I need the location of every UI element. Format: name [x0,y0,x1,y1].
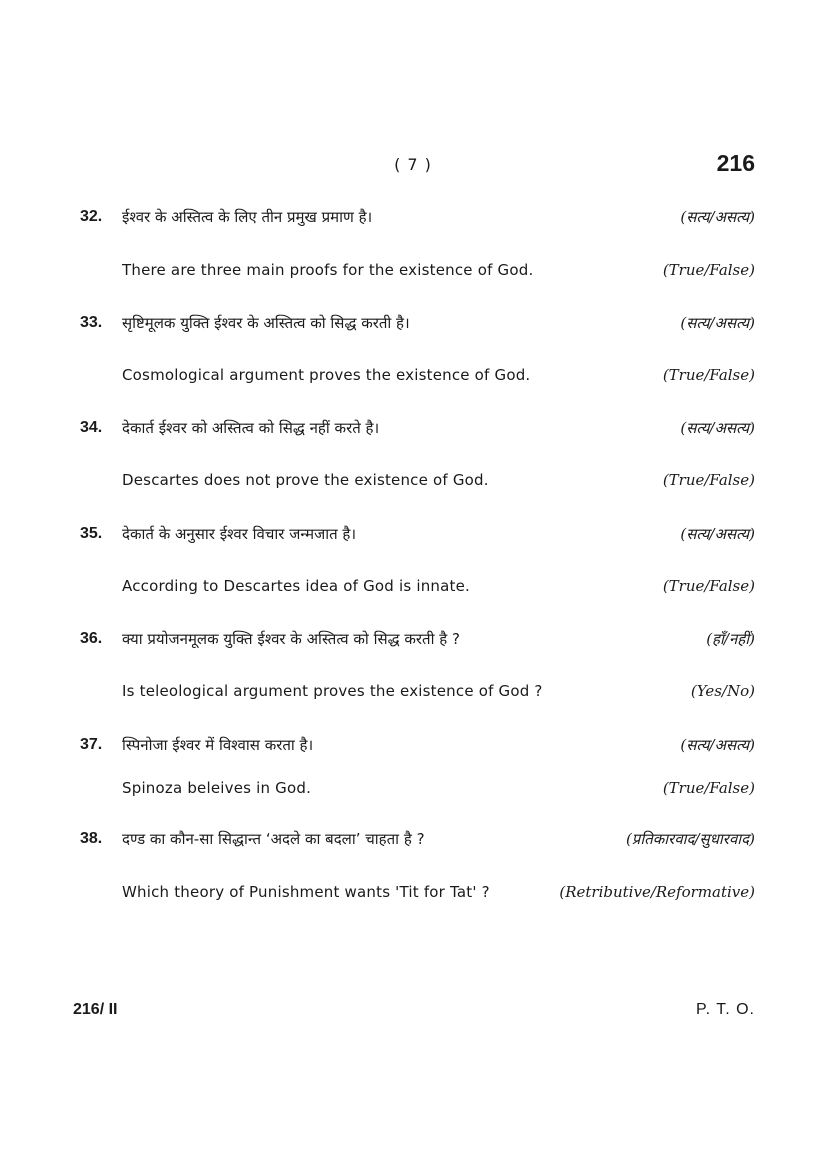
footer-pto: P. T. O. [696,1001,755,1018]
question-text-hindi: क्या प्रयोजनमूलक युक्ति ईश्वर के अस्तित्व को सिद्ध करती है ? [122,630,460,648]
question-number: 35. [80,525,103,542]
answer-options-english: (True/False) [662,261,755,279]
question-text-english: There are three main proofs for the existence of God. [122,261,534,279]
answer-options-english: (True/False) [662,471,755,489]
answer-options-english: (Retributive/Reformative) [559,883,755,901]
question-text-english: Which theory of Punishment wants 'Tit for Tat' ? [122,883,490,901]
answer-options-hindi: (सत्य/असत्य) [680,419,755,437]
question-english-line [0,882,826,906]
question-english-line [0,260,826,284]
page-number: ( 7 ) [394,155,432,174]
question-number: 36. [80,630,103,647]
question-text-hindi: देकार्त के अनुसार ईश्वर विचार जन्मजात है। [122,525,357,543]
question-number: 37. [80,736,103,753]
question-text-hindi: स्पिनोजा ईश्वर में विश्वास करता है। [122,736,314,754]
question-text-hindi: ईश्वर के अस्तित्व के लिए तीन प्रमुख प्रमाण है। [122,208,373,226]
answer-options-hindi: (सत्य/असत्य) [680,736,755,754]
question-text-hindi: देकार्त ईश्वर को अस्तित्व को सिद्ध नहीं करते है। [122,419,380,437]
question-hindi-line [0,629,826,653]
answer-options-english: (True/False) [662,779,755,797]
question-hindi-line [0,207,826,231]
answer-options-hindi: (सत्य/असत्य) [680,314,755,332]
answer-options-english: (True/False) [662,577,755,595]
answer-options-hindi: (सत्य/असत्य) [680,525,755,543]
question-text-english: Is teleological argument proves the existence of God ? [122,682,543,700]
question-english-line [0,576,826,600]
question-text-english: Cosmological argument proves the existence of God. [122,366,531,384]
question-hindi-line [0,418,826,442]
question-number: 38. [80,830,103,847]
question-english-line [0,470,826,494]
paper-code: 216 [716,150,755,176]
question-hindi-line [0,313,826,337]
answer-options-hindi: (सत्य/असत्य) [680,208,755,226]
question-text-english: According to Descartes idea of God is innate. [122,577,470,595]
question-text-english: Spinoza beleives in God. [122,779,312,797]
question-text-english: Descartes does not prove the existence of God. [122,471,489,489]
answer-options-hindi: (प्रतिकारवाद/सुधारवाद) [625,830,755,848]
question-hindi-line [0,735,826,759]
question-text-hindi: दण्ड का कौन-सा सिद्धान्त ‘अदले का बदला’ चाहता है ? [122,830,425,848]
question-text-hindi: सृष्टिमूलक युक्ति ईश्वर के अस्तित्व को सिद्ध करती है। [122,314,410,332]
question-number: 33. [80,314,103,331]
question-hindi-line [0,829,826,853]
question-english-line [0,681,826,705]
answer-options-english: (True/False) [662,366,755,384]
footer-paper-code: 216/ II [73,1001,118,1018]
question-english-line [0,365,826,389]
question-number: 34. [80,419,103,436]
question-english-line [0,778,826,802]
answer-options-hindi: (हाँ/नहीं) [706,630,755,648]
question-number: 32. [80,208,103,225]
answer-options-english: (Yes/No) [690,682,755,700]
question-hindi-line [0,524,826,548]
